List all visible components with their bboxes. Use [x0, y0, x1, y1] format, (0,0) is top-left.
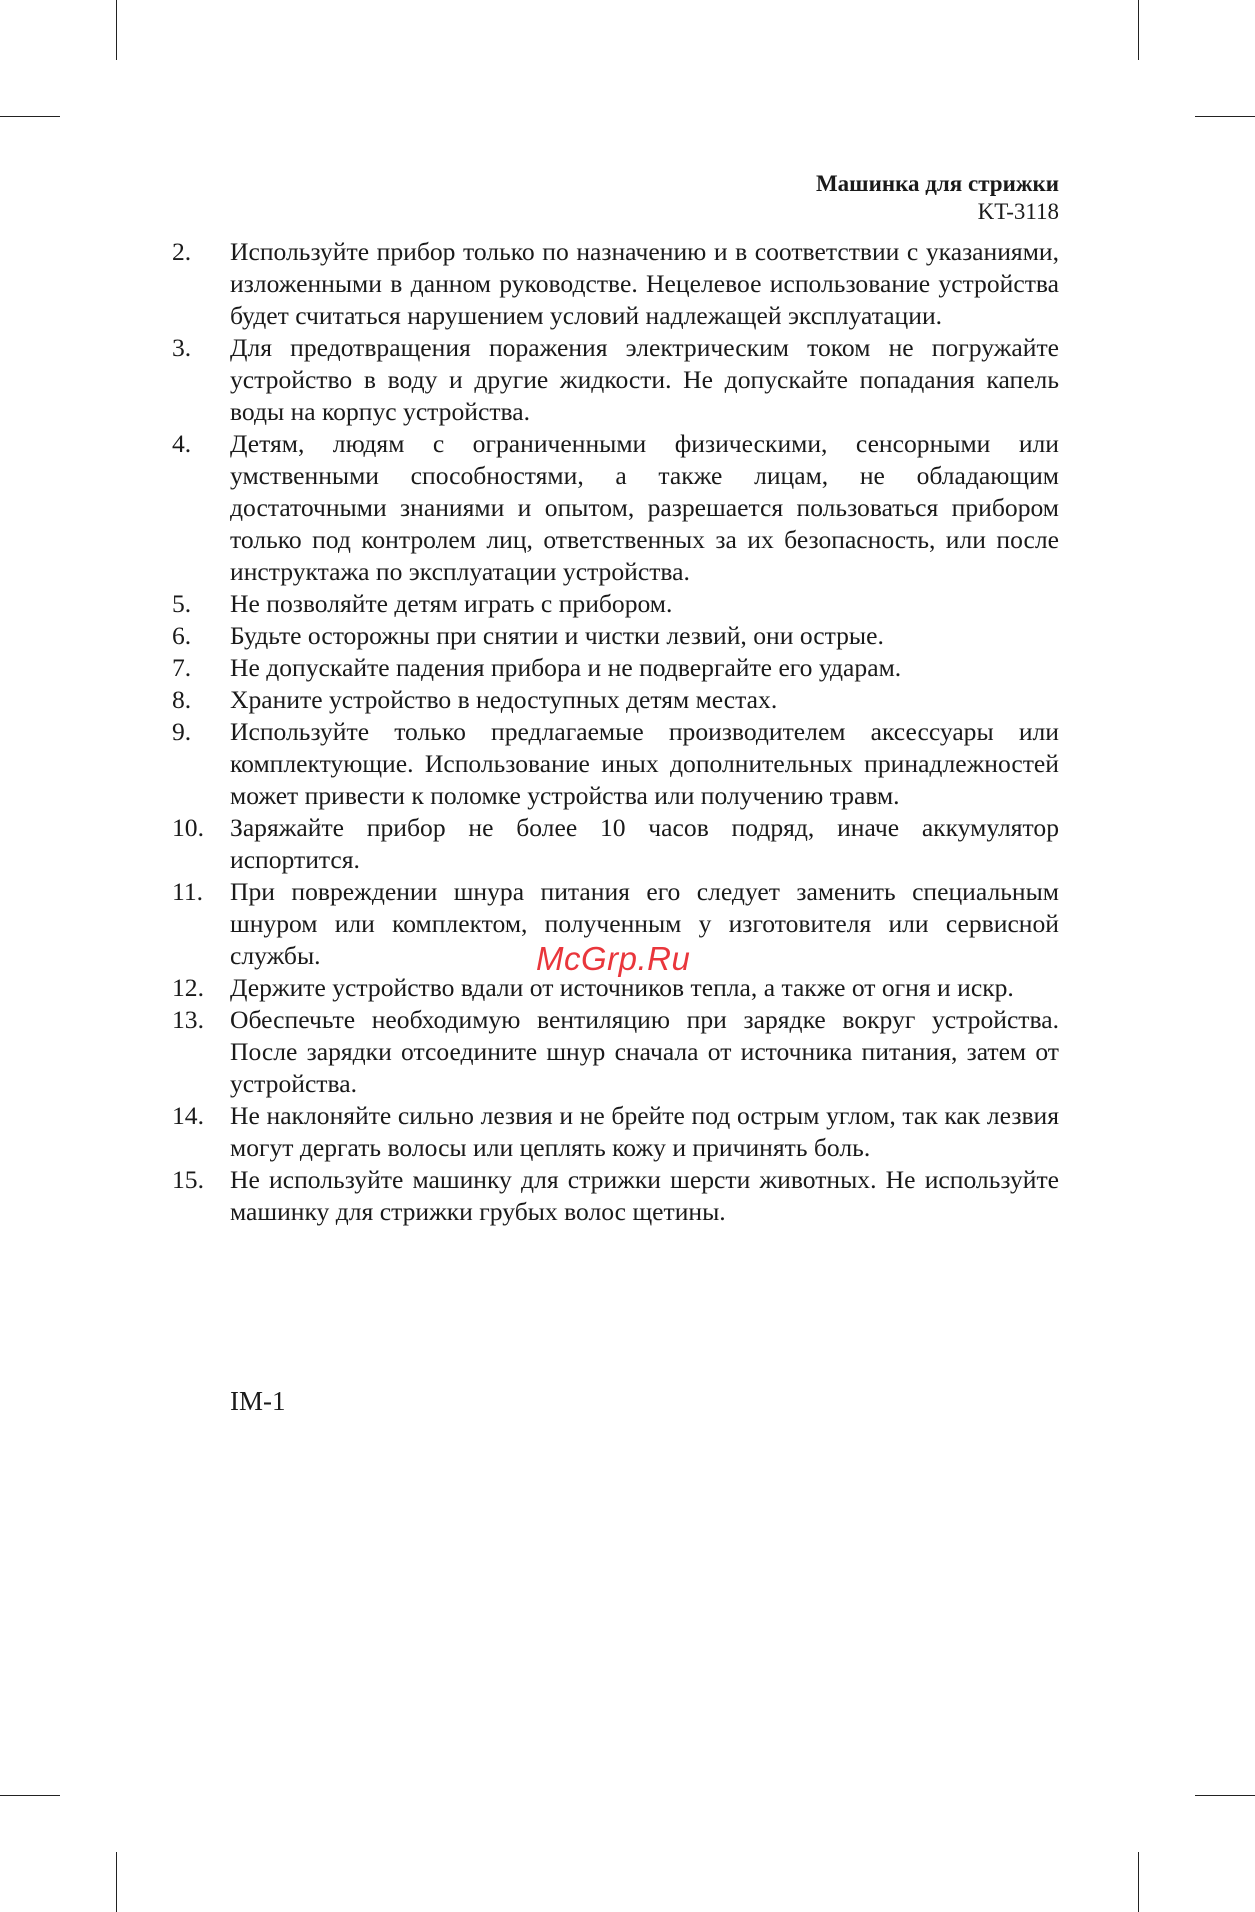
item-text: Обеспечьте необходимую вентиляцию при зарядке вокруг устройства. После зарядки отсоедините шнур сначала от источника питания, затем от устройства. [230, 1005, 1059, 1098]
item-number: 12. [172, 973, 204, 1002]
crop-mark-bottom-right [1138, 1852, 1139, 1912]
list-item [172, 588, 1059, 620]
list-item [172, 1004, 1059, 1100]
page-number: IM-1 [230, 1386, 286, 1416]
crop-mark-right-top [1195, 116, 1255, 117]
crop-mark-right-bottom [1195, 1795, 1255, 1796]
safety-instructions-list [172, 236, 1059, 1228]
item-number: 7. [172, 653, 192, 682]
item-text: При повреждении шнура питания его следует заменить специальным шнуром или комплектом, полученным у изготовителя или сервисной службы. [230, 877, 1059, 970]
crop-mark-top-left [116, 0, 117, 60]
product-model: KT-3118 [977, 199, 1059, 224]
item-text: Храните устройство в недоступных детям местах. [230, 685, 778, 714]
crop-mark-top-right [1138, 0, 1139, 60]
list-item [172, 684, 1059, 716]
crop-mark-left-bottom [0, 1795, 60, 1796]
item-number: 11. [172, 877, 204, 906]
item-text: Не допускайте падения прибора и не подвергайте его ударам. [230, 653, 902, 682]
item-text: Будьте осторожны при снятии и чистки лезвий, они острые. [230, 621, 884, 650]
item-text: Не используйте машинку для стрижки шерсти животных. Не используйте машинку для стрижки грубых волос щетины. [230, 1165, 1059, 1226]
list-item [172, 236, 1059, 332]
item-text: Детям, людям с ограниченными физическими, сенсорными или умственными способностями, а также лицам, не обладающим достаточными знаниями и опытом, разрешается пользоваться прибором только под контролем лиц, ответственных за их безопасность, или после инструктажа по эксплуатации устройства. [230, 429, 1059, 586]
list-item [172, 428, 1059, 588]
item-text: Не наклоняйте сильно лезвия и не брейте под острым углом, так как лезвия могут дергать волосы или цеплять кожу и причинять боль. [230, 1101, 1059, 1162]
item-number: 9. [172, 717, 192, 746]
list-item [172, 332, 1059, 428]
crop-mark-left-top [0, 116, 60, 117]
item-number: 10. [172, 813, 204, 842]
item-text: Используйте только предлагаемые производителем аксессуары или комплектующие. Использование иных дополнительных принадлежностей может привести к поломке устройства или получению травм. [230, 717, 1059, 810]
item-number: 15. [172, 1165, 204, 1194]
list-item [172, 652, 1059, 684]
item-text: Заряжайте прибор не более 10 часов подряд, иначе аккумулятор испортится. [230, 813, 1059, 874]
item-text: Держите устройство вдали от источников тепла, а также от огня и искр. [230, 973, 1014, 1002]
item-number: 2. [172, 237, 192, 266]
crop-mark-bottom-left [116, 1852, 117, 1912]
item-text: Используйте прибор только по назначению и в соответствии с указаниями, изложенными в данном руководстве. Нецелевое использование устройства будет считаться нарушением условий надлежащей эксплуатации. [230, 237, 1059, 330]
item-number: 4. [172, 429, 192, 458]
watermark: McGrp.Ru [536, 940, 691, 977]
page-header [816, 170, 1059, 226]
list-item [172, 1164, 1059, 1228]
item-number: 8. [172, 685, 192, 714]
item-text: Не позволяйте детям играть с прибором. [230, 589, 673, 618]
list-item [172, 1100, 1059, 1164]
item-number: 3. [172, 333, 192, 362]
list-item [172, 620, 1059, 652]
item-number: 13. [172, 1005, 204, 1034]
item-number: 5. [172, 589, 192, 618]
list-item [172, 812, 1059, 876]
item-text: Для предотвращения поражения электрическим током не погружайте устройство в воду и другие жидкости. Не допускайте попадания капель воды на корпус устройства. [230, 333, 1059, 426]
item-number: 6. [172, 621, 192, 650]
item-number: 14. [172, 1101, 204, 1130]
product-title: Машинка для стрижки [815, 171, 1059, 196]
list-item [172, 716, 1059, 812]
